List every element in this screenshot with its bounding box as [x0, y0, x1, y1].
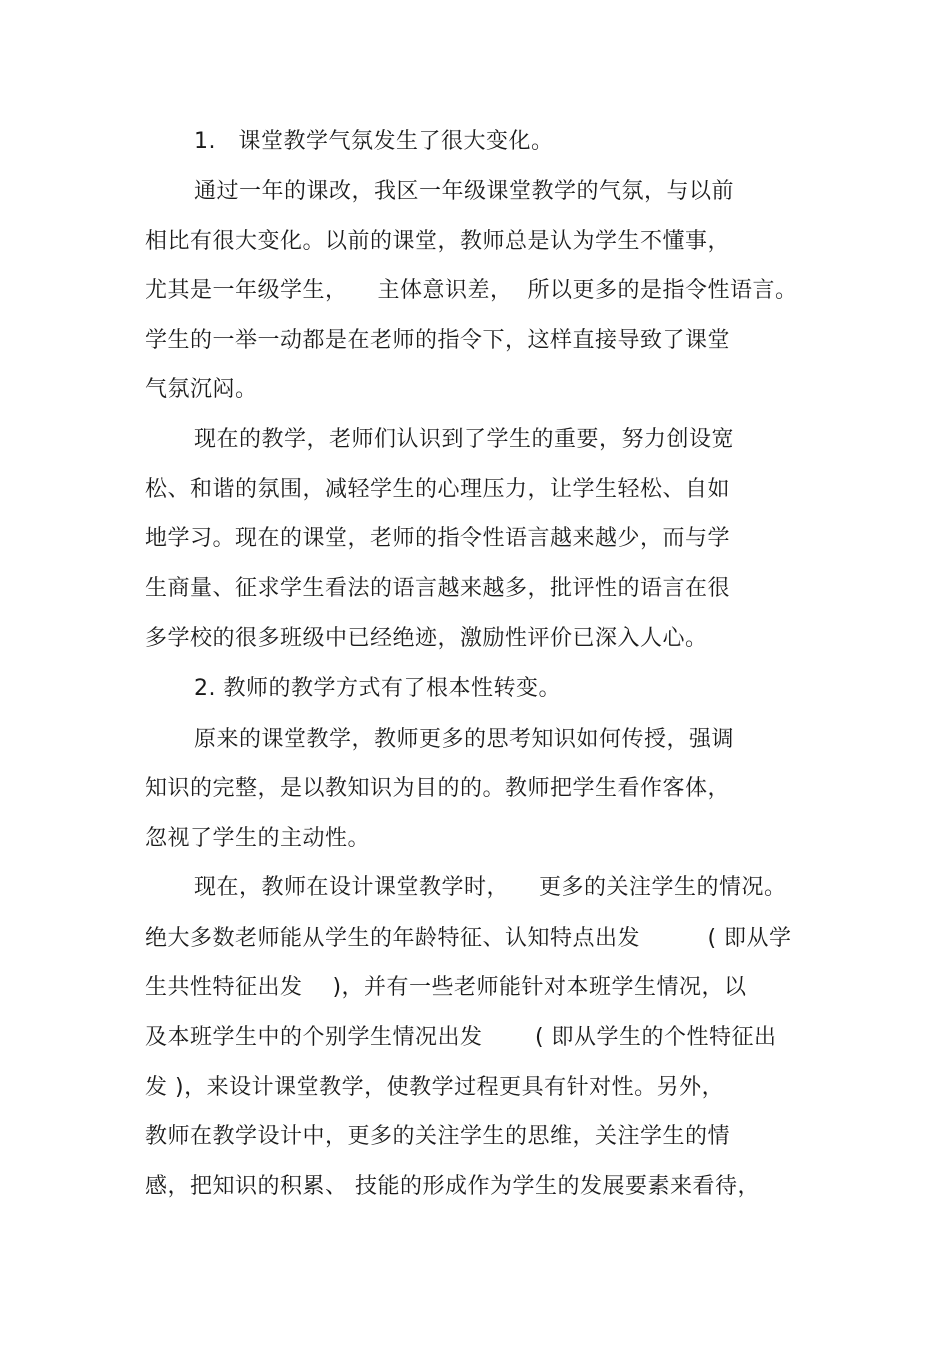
- text-line: 教师在教学设计中，更多的关注学生的思维，关注学生的情: [145, 1124, 731, 1149]
- text-line: 1. 课堂教学气氛发生了很大变化。: [194, 129, 554, 154]
- text-line: 现在的教学，老师们认识到了学生的重要，努力创设宽: [194, 427, 735, 452]
- text-line: 2. 教师的教学方式有了根本性转变。: [194, 676, 561, 701]
- text-line: 相比有很大变化。以前的课堂，教师总是认为学生不懂事，: [145, 229, 731, 254]
- text-line: 知识的完整，是以教知识为目的的。教师把学生看作客体，: [145, 776, 731, 801]
- text-line: 松、和谐的氛围，减轻学生的心理压力，让学生轻松、自如: [145, 477, 731, 502]
- text-line: 学生的一举一动都是在老师的指令下，这样直接导致了课堂: [145, 328, 731, 353]
- text-line: 感，把知识的积累、 技能的形成作为学生的发展要素来看待，: [145, 1174, 760, 1199]
- text-line: 尤其是一年级学生， 主体意识差， 所以更多的是指令性语言。: [145, 278, 798, 303]
- text-line: 地学习。现在的课堂，老师的指令性语言越来越少，而与学: [145, 526, 731, 551]
- text-line: 生商量、征求学生看法的语言越来越多，批评性的语言在很: [145, 576, 731, 601]
- text-line: 发 )，来设计课堂教学，使教学过程更具有针对性。另外，: [145, 1075, 725, 1100]
- text-line: 生共性特征出发 )，并有一些老师能针对本班学生情况，以: [145, 975, 747, 1000]
- text-line: 气氛沉闷。: [145, 377, 258, 402]
- text-line: 绝大多数老师能从学生的年龄特征、认知特点出发 ( 即从学: [145, 926, 792, 951]
- text-line: 原来的课堂教学，教师更多的思考知识如何传授，强调: [194, 727, 735, 752]
- text-line: 多学校的很多班级中已经绝迹，激励性评价已深入人心。: [145, 626, 708, 651]
- text-line: 现在，教师在设计课堂教学时， 更多的关注学生的情况。: [194, 875, 787, 900]
- text-line: 通过一年的课改，我区一年级课堂教学的气氛，与以前: [194, 179, 735, 204]
- text-line: 及本班学生中的个别学生情况出发 ( 即从学生的个性特征出: [145, 1025, 777, 1050]
- text-line: 忽视了学生的主动性。: [145, 826, 371, 851]
